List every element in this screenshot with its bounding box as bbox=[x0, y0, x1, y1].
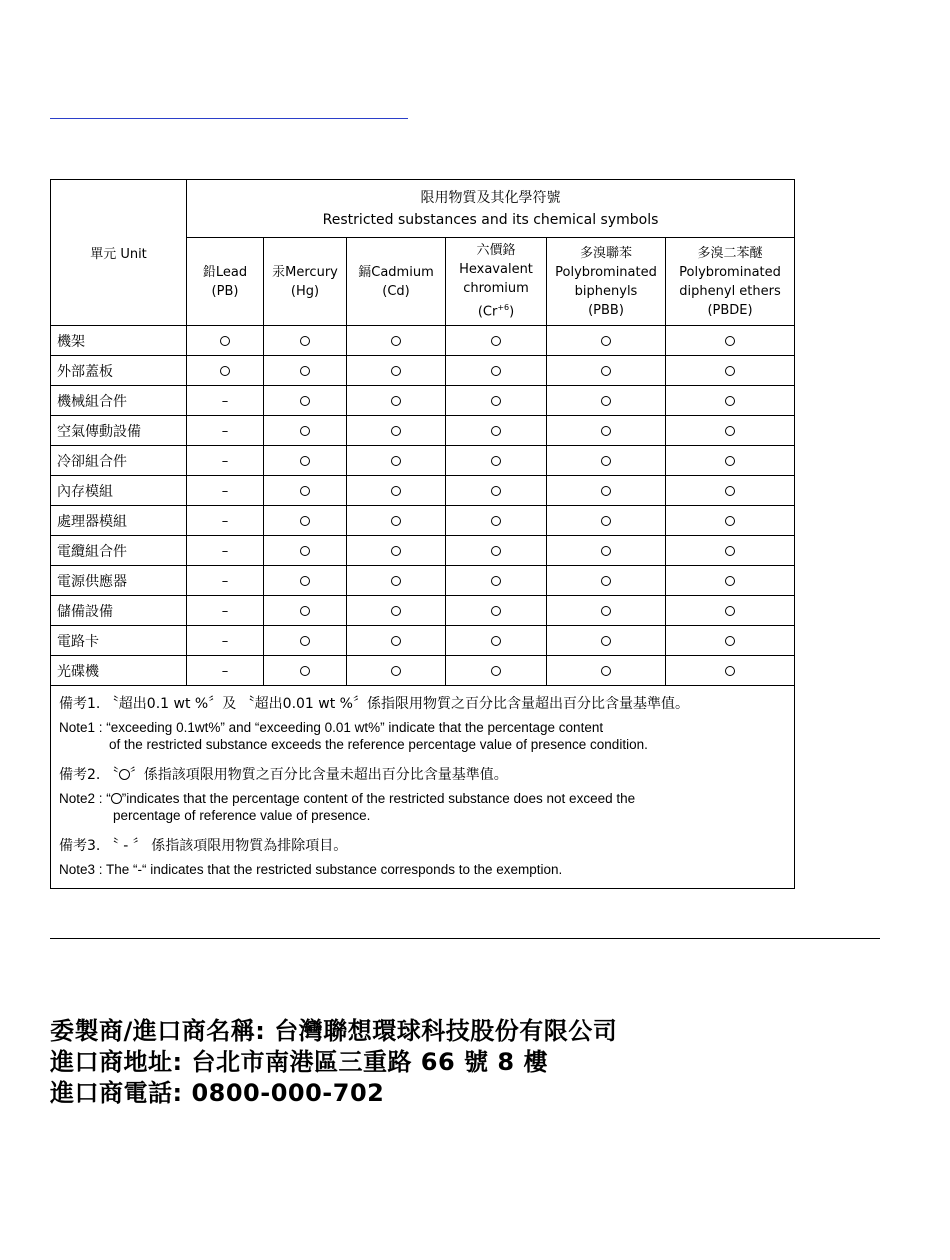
mark-cell bbox=[666, 536, 795, 566]
mark-cell bbox=[446, 326, 547, 356]
table-row bbox=[51, 386, 795, 416]
mark-cell bbox=[187, 506, 264, 536]
substance-symbol-text: (Cd) bbox=[382, 283, 410, 299]
importer-address: 進口商地址: 台北市南港區三重路 66 號 8 樓 bbox=[50, 1048, 548, 1076]
substance-name-en-line2: diphenyl ethers bbox=[679, 283, 781, 299]
dash-mark: – bbox=[221, 513, 229, 529]
dash-mark: – bbox=[221, 603, 229, 619]
mark-cell bbox=[666, 656, 795, 686]
mark-cell bbox=[446, 416, 547, 446]
substance-header bbox=[547, 238, 666, 326]
mark-cell bbox=[446, 356, 547, 386]
circle-icon bbox=[391, 336, 401, 346]
importer-name: 委製商/進口商名稱: 台灣聯想環球科技股份有限公司 bbox=[50, 1017, 618, 1045]
substance-name-en: Hexavalent bbox=[459, 262, 533, 278]
circle-icon bbox=[491, 396, 501, 406]
circle-icon bbox=[491, 576, 501, 586]
mark-cell bbox=[347, 656, 446, 686]
circle-icon bbox=[491, 546, 501, 556]
substance-symbol bbox=[187, 282, 263, 301]
substance-symbol-text: (PBDE) bbox=[707, 302, 753, 318]
table-row bbox=[51, 566, 795, 596]
mark-cell bbox=[347, 566, 446, 596]
substance-name-cn: 汞 bbox=[272, 264, 286, 280]
circle-icon bbox=[491, 636, 501, 646]
header-link-rule bbox=[50, 118, 408, 119]
circle-icon bbox=[725, 666, 735, 676]
mark-cell bbox=[347, 536, 446, 566]
circle-icon bbox=[300, 576, 310, 586]
circle-icon bbox=[601, 606, 611, 616]
mark-cell bbox=[347, 446, 446, 476]
mark-cell bbox=[547, 596, 666, 626]
mark-cell bbox=[547, 356, 666, 386]
circle-icon bbox=[391, 516, 401, 526]
substance-symbol-text: (Cr bbox=[477, 304, 498, 320]
circle-icon bbox=[601, 666, 611, 676]
substance-name bbox=[347, 263, 445, 282]
note2-en-suffix: ”indicates that the percentage content of the restricted substance does not exceed the bbox=[121, 791, 636, 806]
circle-icon bbox=[601, 366, 611, 376]
mark-cell bbox=[547, 326, 666, 356]
mark-cell bbox=[547, 386, 666, 416]
restricted-substances-table bbox=[50, 179, 795, 889]
substance-header bbox=[666, 238, 795, 326]
table-row bbox=[51, 416, 795, 446]
unit-name: 處理器模組 bbox=[51, 506, 187, 536]
mark-cell bbox=[547, 476, 666, 506]
note1-en-line2: of the restricted substance exceeds the reference percentage value of presence condition. bbox=[109, 737, 648, 752]
circle-icon bbox=[391, 426, 401, 436]
table-row bbox=[51, 476, 795, 506]
circle-icon bbox=[220, 366, 230, 376]
substance-name-cn: 六價鉻 bbox=[476, 243, 516, 259]
substance-symbol-sup: +6 bbox=[497, 303, 510, 313]
circle-icon bbox=[601, 336, 611, 346]
mark-cell bbox=[446, 506, 547, 536]
circle-icon bbox=[391, 576, 401, 586]
mark-cell bbox=[187, 446, 264, 476]
substance-header bbox=[264, 238, 347, 326]
table-row bbox=[51, 326, 795, 356]
circle-icon bbox=[220, 336, 230, 346]
mark-cell bbox=[264, 356, 347, 386]
substance-symbol-text: (Hg) bbox=[290, 283, 320, 299]
circle-icon bbox=[391, 606, 401, 616]
circle-icon bbox=[300, 636, 310, 646]
mark-cell bbox=[264, 506, 347, 536]
mark-cell bbox=[446, 386, 547, 416]
mark-cell bbox=[666, 326, 795, 356]
mark-cell bbox=[187, 416, 264, 446]
circle-icon bbox=[725, 426, 735, 436]
importer-info bbox=[50, 1016, 617, 1109]
substance-name bbox=[187, 263, 263, 282]
table-row bbox=[51, 656, 795, 686]
dash-mark: – bbox=[221, 393, 229, 409]
note1-en-line1: Note1 : “exceeding 0.1wt%” and “exceeding 0.01 wt%” indicate that the percentage content bbox=[59, 720, 604, 735]
circle-icon bbox=[491, 456, 501, 466]
mark-cell bbox=[666, 386, 795, 416]
circle-icon bbox=[725, 396, 735, 406]
mark-cell bbox=[666, 356, 795, 386]
dash-mark: – bbox=[221, 423, 229, 439]
circle-icon bbox=[300, 366, 310, 376]
mark-cell bbox=[666, 566, 795, 596]
mark-cell bbox=[446, 626, 547, 656]
importer-phone: 進口商電話: 0800-000-702 bbox=[50, 1079, 385, 1107]
circle-icon bbox=[391, 456, 401, 466]
mark-cell bbox=[264, 626, 347, 656]
note2-cn bbox=[59, 767, 786, 784]
mark-cell bbox=[264, 476, 347, 506]
mark-cell bbox=[547, 446, 666, 476]
substance-name-cn: 鉛 bbox=[202, 264, 216, 280]
circle-icon bbox=[725, 636, 735, 646]
circle-icon bbox=[601, 576, 611, 586]
mark-cell bbox=[347, 476, 446, 506]
mark-cell bbox=[666, 476, 795, 506]
substance-name-en: Cadmium bbox=[371, 264, 434, 280]
mark-cell bbox=[264, 536, 347, 566]
circle-icon bbox=[300, 336, 310, 346]
mark-cell bbox=[264, 326, 347, 356]
circle-icon bbox=[300, 486, 310, 496]
substance-symbol bbox=[446, 298, 546, 321]
table-row bbox=[51, 356, 795, 386]
mark-cell bbox=[264, 446, 347, 476]
section-divider bbox=[50, 938, 880, 939]
unit-name: 內存模組 bbox=[51, 476, 187, 506]
circle-icon bbox=[725, 576, 735, 586]
mark-cell bbox=[547, 536, 666, 566]
circle-icon bbox=[725, 336, 735, 346]
mark-cell bbox=[347, 506, 446, 536]
mark-cell bbox=[666, 596, 795, 626]
mark-cell bbox=[347, 386, 446, 416]
circle-icon bbox=[601, 636, 611, 646]
unit-name: 機架 bbox=[51, 326, 187, 356]
note1-cn: 備考1. 〝超出0.1 wt %〞及 〝超出0.01 wt %〞係指限用物質之百分比含量超出百分比含量基準值。 bbox=[59, 696, 689, 712]
substance-symbol bbox=[347, 282, 445, 301]
circle-icon bbox=[300, 546, 310, 556]
unit-name: 電源供應器 bbox=[51, 566, 187, 596]
substance-name-en: Polybrominated bbox=[555, 264, 657, 280]
mark-cell bbox=[547, 506, 666, 536]
table-title-en: Restricted substances and its chemical symbols bbox=[322, 211, 659, 228]
mark-cell bbox=[264, 566, 347, 596]
unit-name: 電纜組合件 bbox=[51, 536, 187, 566]
substance-name-en: Lead bbox=[215, 264, 248, 280]
dash-mark: – bbox=[221, 633, 229, 649]
circle-icon bbox=[119, 769, 130, 780]
circle-icon bbox=[725, 546, 735, 556]
table-row bbox=[51, 596, 795, 626]
circle-icon bbox=[391, 546, 401, 556]
mark-cell bbox=[264, 656, 347, 686]
substance-name-cn: 鎘 bbox=[358, 264, 372, 280]
table-row bbox=[51, 536, 795, 566]
unit-name: 空氣傳動設備 bbox=[51, 416, 187, 446]
unit-name: 儲備設備 bbox=[51, 596, 187, 626]
note2-en-line2: percentage of reference value of presence. bbox=[113, 808, 371, 823]
note3-en: Note3 : The “-“ indicates that the restricted substance corresponds to the exemption. bbox=[59, 862, 563, 877]
circle-icon bbox=[491, 366, 501, 376]
substance-name-en: Mercury bbox=[285, 264, 338, 280]
circle-icon bbox=[491, 606, 501, 616]
mark-cell bbox=[187, 386, 264, 416]
mark-cell bbox=[187, 476, 264, 506]
circle-icon bbox=[111, 793, 122, 804]
dash-mark: – bbox=[221, 483, 229, 499]
mark-cell bbox=[547, 416, 666, 446]
substance-name-cn: 多溴二苯醚 bbox=[697, 245, 763, 261]
mark-cell bbox=[666, 506, 795, 536]
dash-mark: – bbox=[221, 543, 229, 559]
notes-section bbox=[51, 686, 795, 889]
mark-cell bbox=[347, 326, 446, 356]
circle-icon bbox=[491, 336, 501, 346]
circle-icon bbox=[391, 636, 401, 646]
circle-icon bbox=[601, 486, 611, 496]
circle-icon bbox=[300, 396, 310, 406]
mark-cell bbox=[666, 626, 795, 656]
mark-cell bbox=[666, 416, 795, 446]
mark-cell bbox=[446, 566, 547, 596]
circle-icon bbox=[391, 396, 401, 406]
circle-icon bbox=[491, 516, 501, 526]
substance-symbol bbox=[547, 301, 665, 320]
unit-name: 機械組合件 bbox=[51, 386, 187, 416]
substance-header bbox=[446, 238, 547, 326]
dash-mark: – bbox=[221, 573, 229, 589]
substance-name-en-line2: chromium bbox=[463, 281, 529, 297]
substance-name-en: Polybrominated bbox=[679, 264, 781, 280]
mark-cell bbox=[187, 626, 264, 656]
unit-header: 單元 Unit bbox=[51, 180, 187, 326]
mark-cell bbox=[187, 566, 264, 596]
substance-symbol bbox=[264, 282, 346, 301]
unit-name: 冷卻組合件 bbox=[51, 446, 187, 476]
substance-symbol-end: ) bbox=[509, 304, 515, 320]
mark-cell bbox=[347, 356, 446, 386]
circle-icon bbox=[300, 666, 310, 676]
mark-cell bbox=[547, 626, 666, 656]
circle-icon bbox=[491, 426, 501, 436]
mark-cell bbox=[264, 416, 347, 446]
mark-cell bbox=[446, 446, 547, 476]
dash-mark: – bbox=[221, 663, 229, 679]
unit-name: 電路卡 bbox=[51, 626, 187, 656]
substance-header bbox=[187, 238, 264, 326]
circle-icon bbox=[725, 486, 735, 496]
circle-icon bbox=[300, 516, 310, 526]
table-title bbox=[187, 180, 795, 238]
mark-cell bbox=[187, 656, 264, 686]
circle-icon bbox=[491, 666, 501, 676]
substance-header bbox=[347, 238, 446, 326]
note2-cn-prefix: 備考2. 〝 bbox=[59, 767, 119, 783]
mark-cell bbox=[446, 476, 547, 506]
circle-icon bbox=[725, 456, 735, 466]
mark-cell bbox=[347, 416, 446, 446]
table-title-cn: 限用物質及其化學符號 bbox=[420, 189, 561, 206]
substance-symbol bbox=[666, 301, 794, 320]
table-row bbox=[51, 446, 795, 476]
mark-cell bbox=[187, 356, 264, 386]
table-row bbox=[51, 626, 795, 656]
circle-icon bbox=[725, 606, 735, 616]
circle-icon bbox=[601, 396, 611, 406]
circle-icon bbox=[391, 666, 401, 676]
mark-cell bbox=[347, 596, 446, 626]
mark-cell bbox=[446, 596, 547, 626]
circle-icon bbox=[601, 546, 611, 556]
unit-name: 外部蓋板 bbox=[51, 356, 187, 386]
note2-en-line1 bbox=[59, 790, 786, 807]
circle-icon bbox=[300, 606, 310, 616]
note3-cn: 備考3. 〝 - 〞 係指該項限用物質為排除項目。 bbox=[59, 838, 348, 854]
mark-cell bbox=[264, 386, 347, 416]
substance-name-en-line2: biphenyls bbox=[574, 283, 638, 299]
circle-icon bbox=[601, 456, 611, 466]
circle-icon bbox=[300, 456, 310, 466]
mark-cell bbox=[547, 656, 666, 686]
note2-en-prefix: Note2 : “ bbox=[59, 791, 111, 806]
circle-icon bbox=[725, 366, 735, 376]
circle-icon bbox=[491, 486, 501, 496]
circle-icon bbox=[391, 366, 401, 376]
mark-cell bbox=[187, 326, 264, 356]
mark-cell bbox=[187, 536, 264, 566]
note2-cn-suffix: 〞係指該項限用物質之百分比含量未超出百分比含量基準值。 bbox=[129, 767, 508, 783]
circle-icon bbox=[601, 426, 611, 436]
circle-icon bbox=[391, 486, 401, 496]
substance-name bbox=[264, 263, 346, 282]
substance-symbol-text: (PB) bbox=[211, 283, 239, 299]
unit-name: 光碟機 bbox=[51, 656, 187, 686]
mark-cell bbox=[446, 536, 547, 566]
substance-name-cn: 多溴聯苯 bbox=[579, 245, 632, 261]
mark-cell bbox=[347, 626, 446, 656]
mark-cell bbox=[187, 596, 264, 626]
mark-cell bbox=[264, 596, 347, 626]
dash-mark: – bbox=[221, 453, 229, 469]
substance-symbol-text: (PBB) bbox=[588, 302, 624, 318]
table-row bbox=[51, 506, 795, 536]
circle-icon bbox=[725, 516, 735, 526]
mark-cell bbox=[446, 656, 547, 686]
mark-cell bbox=[547, 566, 666, 596]
circle-icon bbox=[601, 516, 611, 526]
circle-icon bbox=[300, 426, 310, 436]
mark-cell bbox=[666, 446, 795, 476]
